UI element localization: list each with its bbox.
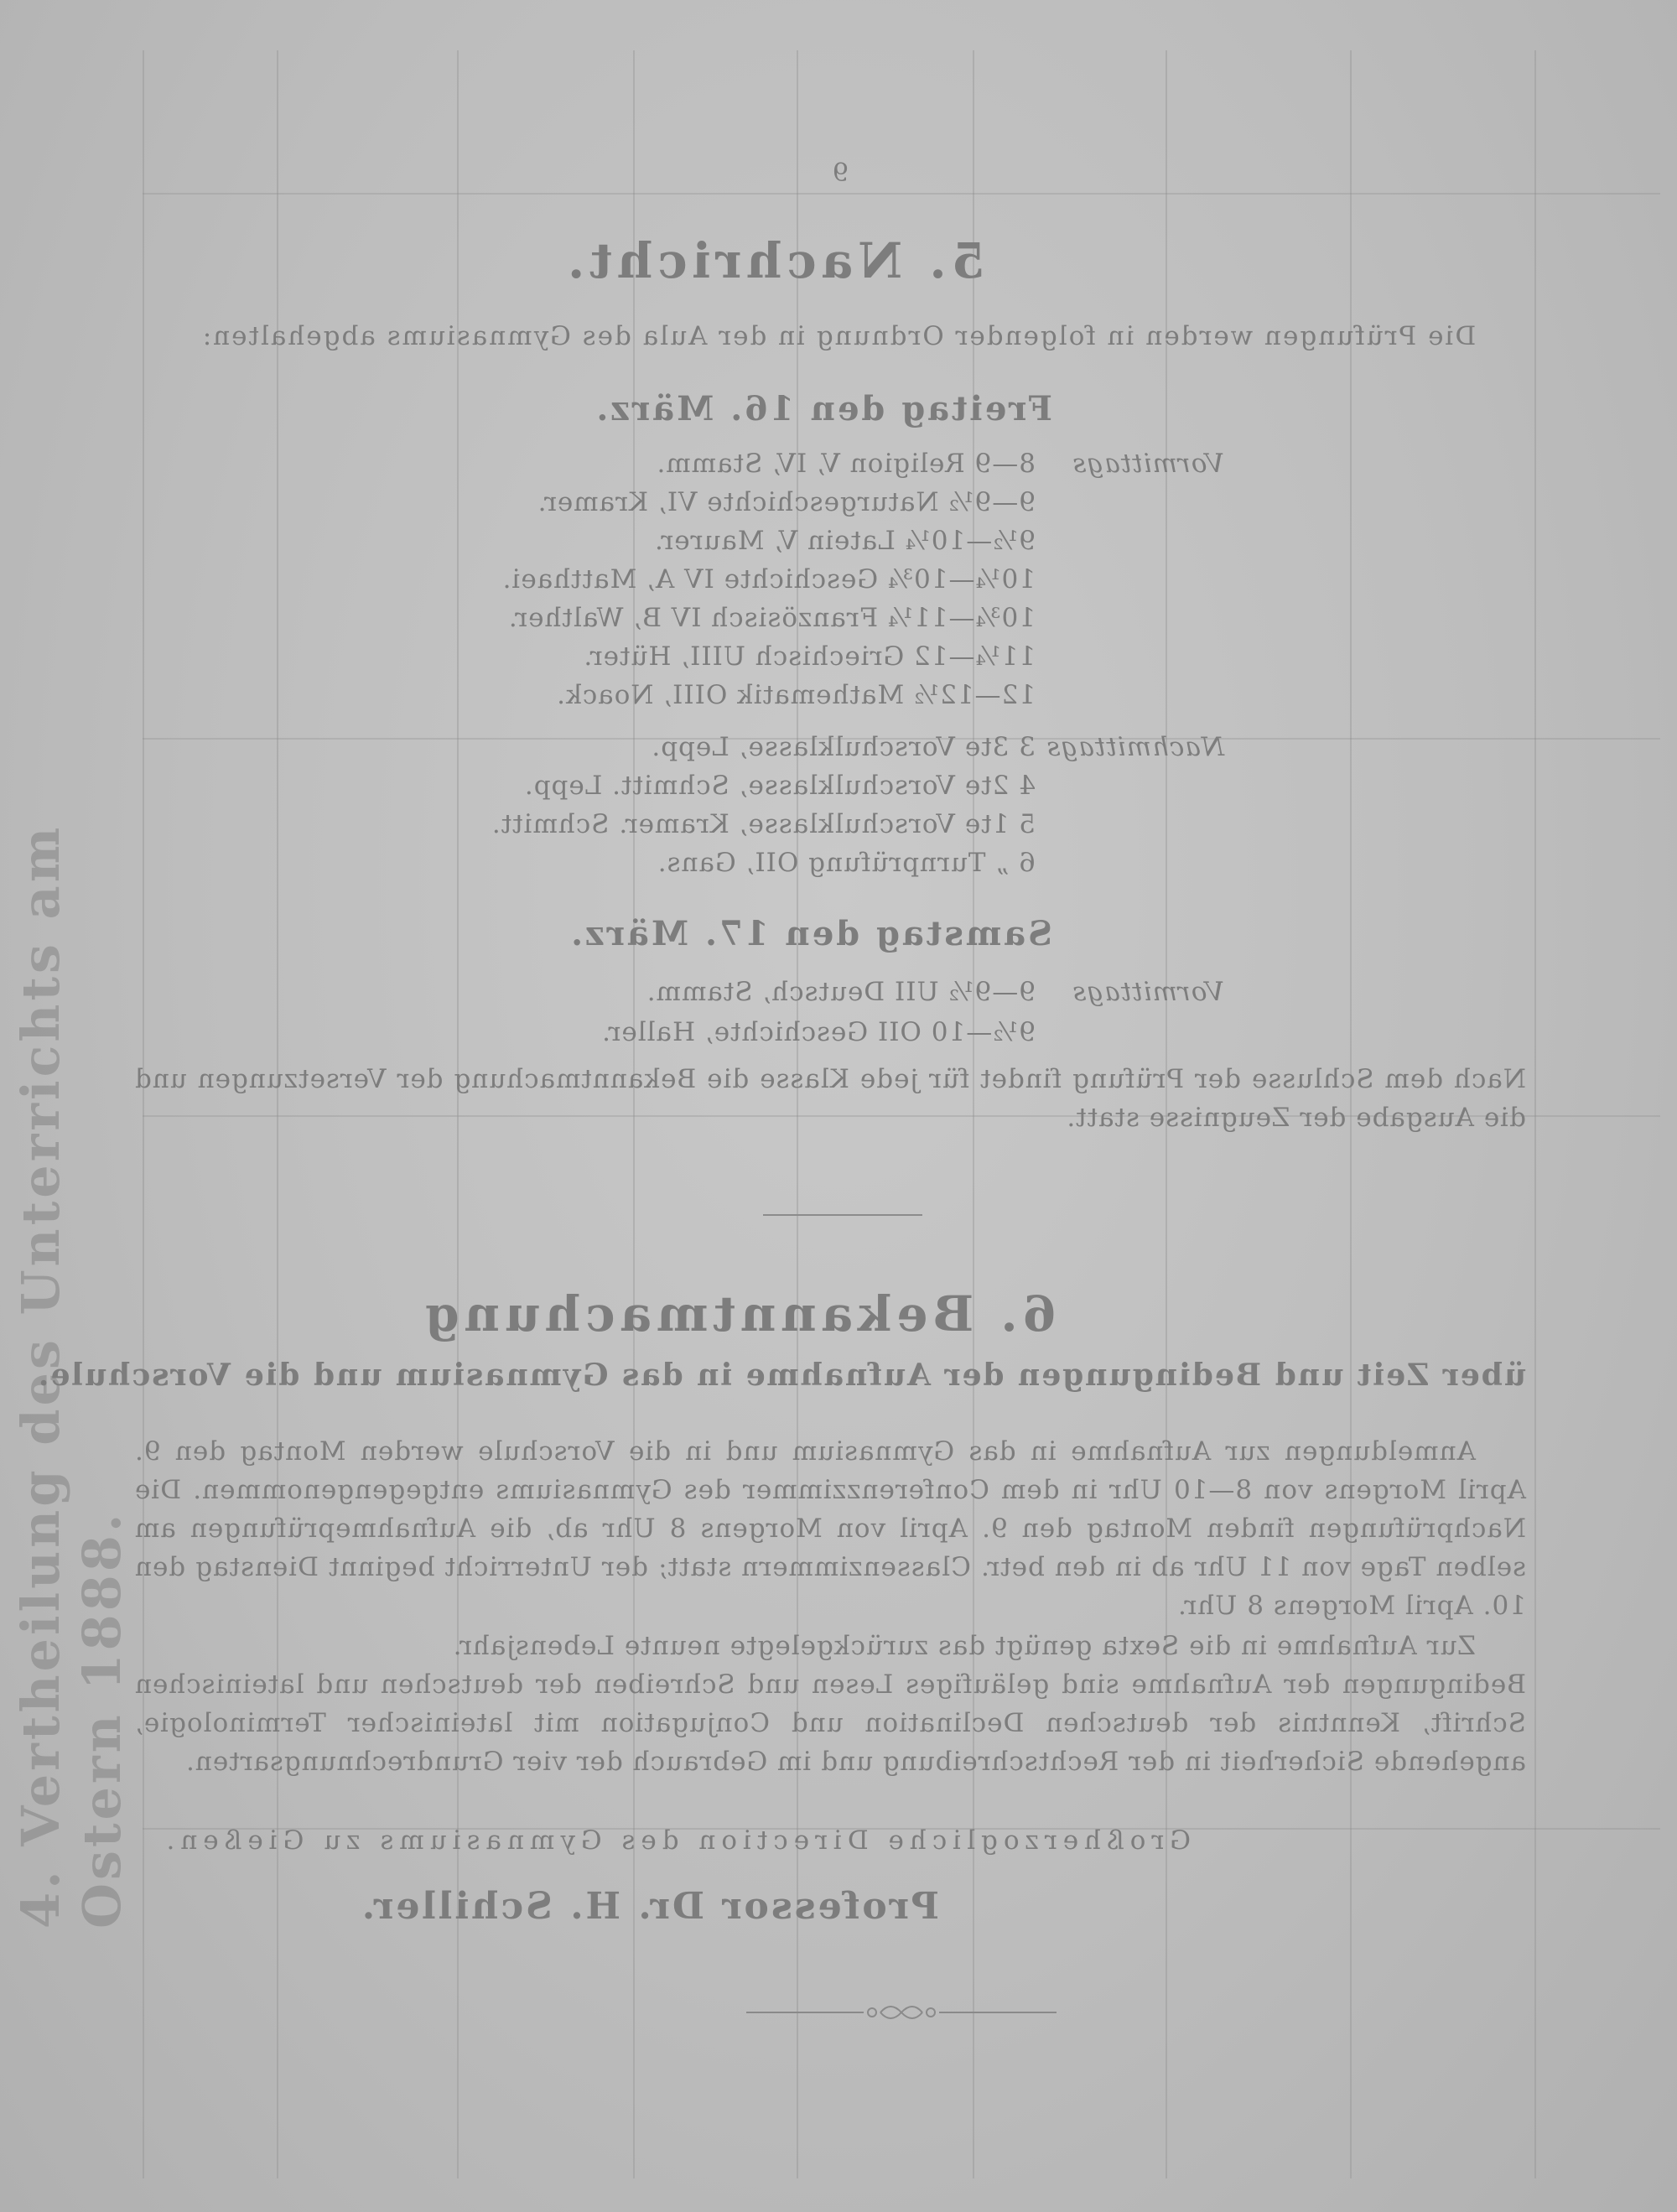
day1-title: Freitag den 16. März. — [594, 389, 1052, 428]
signature-name: Professor Dr. H. Schiller. — [359, 1885, 939, 1928]
section5-closing: Nach dem Schlusse der Prüfung findet für jede Klasse die Bekanntmachung der Versetzungen und die Ausgabe der Zeugnisse statt. — [134, 1064, 1526, 1133]
section-divider — [763, 1214, 922, 1216]
section6-paragraph2: Bedingungen der Aufnahme sind geläufiges Lesen und Schreiben der deutschen und lateinischen Schrift, Kenntnis der deutschen Declination und Conjugation mit lateinischer Terminologie, angehende Sicherheit in der Rechtschreibung und im Gebrauch der vier Grundrechnungsarten. — [134, 1669, 1526, 1777]
schedule-entry: 9—9½ UII Deutsch, Stamm. — [646, 977, 1036, 1007]
schedule-entry: 10¼—10¾ Geschichte IV A, Matthaei. — [501, 564, 1036, 595]
section5-intro: Die Prüfungen werden in folgender Ordnung in der Aula des Gymnasiums abgehalten: — [200, 321, 1477, 351]
schedule-entry: 9—9½ Naturgeschichte VI, Kramer. — [537, 487, 1036, 517]
day2-title: Samstag den 17. März. — [569, 914, 1052, 953]
schedule-entry: 5 1te Vorschulklasse, Kramer. Schmitt. — [491, 809, 1036, 839]
section6-subheading: über Zeit und Bedingungen der Aufnahme in das Gymnasium und die Vorschule. — [36, 1358, 1526, 1393]
day1-vormittags-label: Vormittags — [1072, 449, 1224, 479]
schedule-entry: 10¾—11¼ Französisch IV B, Walther. — [507, 603, 1036, 633]
schedule-entry: 12—12½ Mathematik OIII, Noack. — [556, 680, 1036, 710]
schedule-entry: 3 3te Vorschulklasse, Lepp. — [651, 732, 1036, 762]
schedule-entry: 9½—10¼ Latein V, Maurer. — [653, 526, 1036, 556]
section5-heading: 5. Nachricht. — [563, 232, 985, 289]
section6-paragraph2-lead: Zur Aufnahme in die Sexta genügt das zurückgelegte neunte Lebensjahr. — [452, 1631, 1476, 1661]
schedule-entry: 8—9 Religion V, IV, Stamm. — [656, 449, 1036, 479]
schedule-entry: 11¼—12 Griechisch UIII, Hüter. — [583, 641, 1036, 672]
ghost-side-title: 4. Vertheilung des Unterrichts am Ostern 1888. — [10, 823, 132, 1929]
schedule-entry: 9½—10 OII Geschichte, Haller. — [601, 1017, 1036, 1047]
day2-vormittags-label: Vormittags — [1072, 977, 1224, 1007]
signature-office: Großherzogliche Direction des Gymnasiums zu Gießen. — [160, 1825, 1191, 1856]
section6-heading: 6. Bekanntmachung — [420, 1285, 1057, 1342]
section6-paragraph1: Anmeldungen zur Aufnahme in das Gymnasium und in die Vorschule werden Montag den 9. April Morgens von 8—10 Uhr in dem Conferenzzimmer des Gymnasiums entgegengenommen. Die Nachprüfungen finden Montag den 9. April von Morgens 8 Uhr ab, die Aufnahmeprüfungen am selben Tage von 11 Uhr ab in den betr. Classenzimmern statt; der Unterricht beginnt Dienstag den 10. April Morgens 8 Uhr. — [134, 1436, 1526, 1621]
day1-nachmittags-label: Nachmittags — [1046, 732, 1224, 762]
schedule-entry: 6 „ Turnprüfung OII, Gans. — [657, 848, 1036, 878]
page-number: 9 — [831, 158, 849, 188]
ornament-divider — [746, 1996, 1057, 2029]
schedule-entry: 4 2te Vorschulklasse, Schmitt. Lepp. — [523, 771, 1036, 801]
